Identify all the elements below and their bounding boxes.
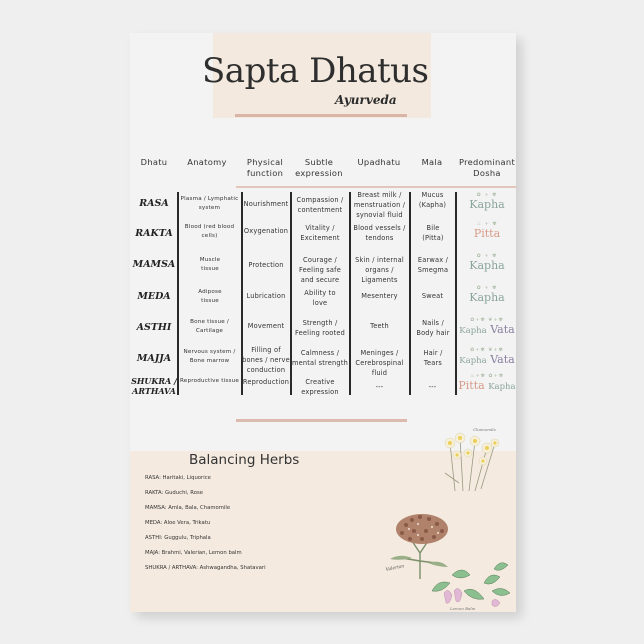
dosha-element-icon: ✿ + ✾	[476, 192, 498, 198]
upadhatu-cell: Skin / internal organs / Ligaments	[355, 256, 404, 284]
mala-cell: Earwax / Smegma	[417, 256, 449, 274]
herb-item: RAKTA: Guduchi, Rose	[145, 490, 203, 496]
dosha-badge: ♨ + ✾ Pitta	[458, 221, 516, 239]
dosha-element-icon: ✿ + ✾	[476, 253, 498, 259]
mala-cell: Mucus (Kapha)	[418, 191, 447, 209]
anatomy-cell: Adipose tissue	[198, 289, 222, 304]
subtle-cell: Vitality / Excitement	[300, 224, 340, 242]
dosha-badge: ✿ + ✾ Kapha	[458, 253, 516, 271]
function-cell: Nourishment	[243, 200, 289, 208]
dosha-badge: ♨+✾ ✿+✾ Pitta Kapha	[458, 373, 516, 392]
page-subtitle: Ayurveda	[335, 93, 397, 107]
mala-cell: ---	[428, 383, 437, 391]
mala-cell: Sweat	[421, 292, 444, 300]
dosha-element-icon: ✿+✾ ❦+✾	[470, 317, 504, 323]
function-cell: Reproduction	[242, 378, 290, 386]
upadhatu-cell: Blood vessels / tendons	[353, 224, 406, 242]
subtle-cell: Ability to love	[304, 289, 336, 307]
subtle-cell: Compassion / contentment	[296, 196, 344, 214]
herb-item: MAJA: Brahmi, Valerian, Lemon balm	[145, 550, 242, 556]
anatomy-cell: Reproductive tissue	[179, 378, 240, 384]
function-cell: Movement	[247, 322, 285, 330]
function-cell: Protection	[248, 261, 284, 269]
header-physical-function: Physical function	[246, 157, 284, 178]
anatomy-cell: Plasma / Lymphatic system	[180, 196, 239, 211]
anatomy-cell: Blood (red blood cells)	[184, 224, 235, 239]
herb-item: MEDA: Aloe Vera, Trikatu	[145, 520, 211, 526]
dhatu-name: MAJJA	[136, 353, 172, 364]
header-predominant-dosha: Predominant Dosha	[458, 157, 516, 178]
subtle-cell: Creative expression	[301, 378, 339, 396]
dosha-element-icon: ♨+✾ ✿+✾	[469, 373, 505, 379]
svg-text:Valerian: Valerian	[385, 564, 405, 573]
subtle-cell: Strength / Feeling rooted	[295, 319, 345, 337]
dhatu-name: SHUKRA / ARTHAVA	[131, 376, 177, 396]
anatomy-cell: Nervous system / Bone marrow	[183, 349, 236, 364]
dosha-badge: ✿+✾ ❦+✾ Kapha Vata	[459, 317, 515, 336]
dhatu-name: RASA	[139, 198, 169, 209]
header-upadhatu: Upadhatu	[357, 157, 401, 167]
upadhatu-cell: Mesentery	[361, 292, 398, 300]
header-anatomy: Anatomy	[187, 157, 227, 167]
herb-item: RASA: Haritaki, Liquorice	[145, 475, 211, 481]
dosha-badge: ✿ + ✾ Kapha	[458, 192, 516, 210]
dhatu-name: MEDA	[137, 291, 171, 302]
lemon-balm-illustration-icon	[430, 561, 514, 611]
chamomile-illustration-icon	[435, 423, 505, 493]
dosha-element-icon: ✿ + ✾	[476, 285, 498, 291]
title-divider	[235, 114, 407, 117]
svg-text:Chamomile: Chamomile	[473, 427, 496, 432]
dosha-element-icon: ✿+✾ ❦+✾	[470, 347, 504, 353]
header-mala: Mala	[421, 157, 443, 167]
section-divider	[236, 419, 407, 422]
subtle-cell: Calmness / mental strength	[292, 349, 348, 367]
dhatu-name: RAKTA	[135, 228, 173, 239]
upadhatu-cell: ---	[375, 383, 384, 391]
upadhatu-cell: Teeth	[370, 322, 389, 330]
svg-text:Lemon Balm: Lemon Balm	[450, 606, 476, 611]
herbs-title: Balancing Herbs	[189, 452, 300, 468]
anatomy-cell: Bone tissue / Cartilage	[190, 319, 229, 334]
mala-cell: Nails / Body hair	[416, 319, 450, 337]
mala-cell: Bile (Pitta)	[422, 224, 444, 242]
header-subtle-expression: Subtle expression	[295, 157, 343, 178]
function-cell: Lubrication	[246, 292, 286, 300]
column-divider	[455, 192, 457, 395]
anatomy-cell: Muscle tissue	[199, 257, 221, 272]
table-header	[130, 157, 516, 187]
dhatu-name: MAMSA	[132, 259, 176, 270]
function-cell: Oxygenation	[243, 227, 289, 235]
header-divider	[236, 186, 516, 188]
dosha-badge: ✿+✾ ❦+✾ Kapha Vata	[459, 347, 515, 366]
herb-item: MAMSA: Amla, Bala, Chamomile	[145, 505, 231, 511]
dosha-element-icon: ♨ + ✾	[476, 221, 498, 227]
poster	[130, 33, 516, 612]
mala-cell: Hair / Tears	[423, 349, 443, 367]
upadhatu-cell: Meninges / Cerebrospinal fluid	[355, 349, 404, 377]
dosha-badge: ✿ + ✾ Kapha	[458, 285, 516, 303]
page-title: Sapta Dhatus	[202, 51, 429, 91]
herb-item: ASTHI: Guggulu, Triphala	[145, 535, 211, 541]
subtle-cell: Courage / Feeling safe and secure	[299, 256, 341, 284]
upadhatu-cell: Breast milk / menstruation / synovial fluid	[353, 191, 406, 219]
header-dhatu: Dhatu	[140, 157, 168, 167]
dhatu-name: ASTHI	[136, 322, 172, 333]
function-cell: Filling of bones / nerve conduction	[242, 346, 290, 374]
herb-item: SHUKRA / ARTHAVA: Ashwagandha, Shatavari	[145, 565, 266, 571]
